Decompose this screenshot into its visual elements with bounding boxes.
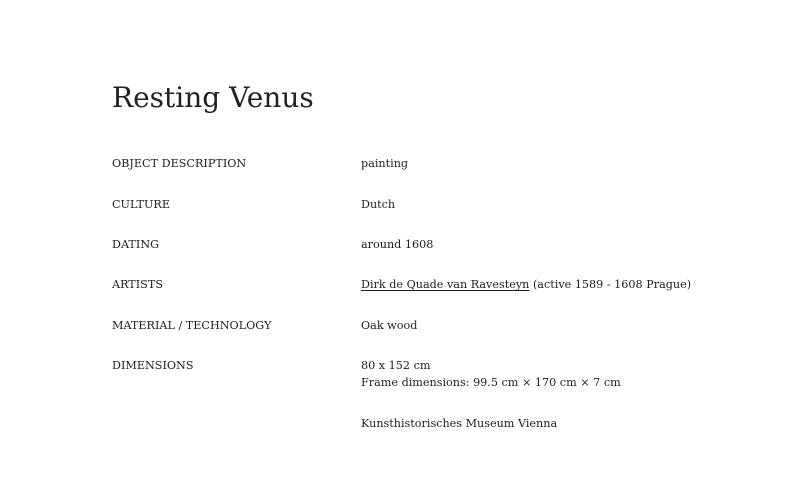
museum-credit: Kunsthistorisches Museum Vienna — [361, 417, 558, 430]
page-title: Resting Venus — [112, 81, 314, 114]
frame-dimensions: Frame dimensions: 99.5 cm × 170 cm × 7 cm — [361, 376, 621, 389]
material-technology-label: MATERIAL / TECHNOLOGY — [112, 319, 272, 332]
artist-note: (active 1589 - 1608 Prague) — [529, 278, 692, 291]
dating-value: around 1608 — [361, 238, 434, 251]
culture-value: Dutch — [361, 198, 396, 211]
dimensions-label: DIMENSIONS — [112, 359, 194, 372]
material-technology-value: Oak wood — [361, 319, 418, 332]
artist-link[interactable]: Dirk de Quade van Ravesteyn — [361, 278, 530, 291]
artists-label: ARTISTS — [112, 278, 163, 291]
dimensions-size: 80 x 152 cm — [361, 359, 431, 372]
object-description-label: OBJECT DESCRIPTION — [112, 157, 247, 170]
artists-value — [361, 276, 691, 293]
dating-label: DATING — [112, 238, 160, 251]
dimensions-value — [361, 357, 621, 391]
culture-label: CULTURE — [112, 198, 170, 211]
object-description-value: painting — [361, 157, 409, 170]
